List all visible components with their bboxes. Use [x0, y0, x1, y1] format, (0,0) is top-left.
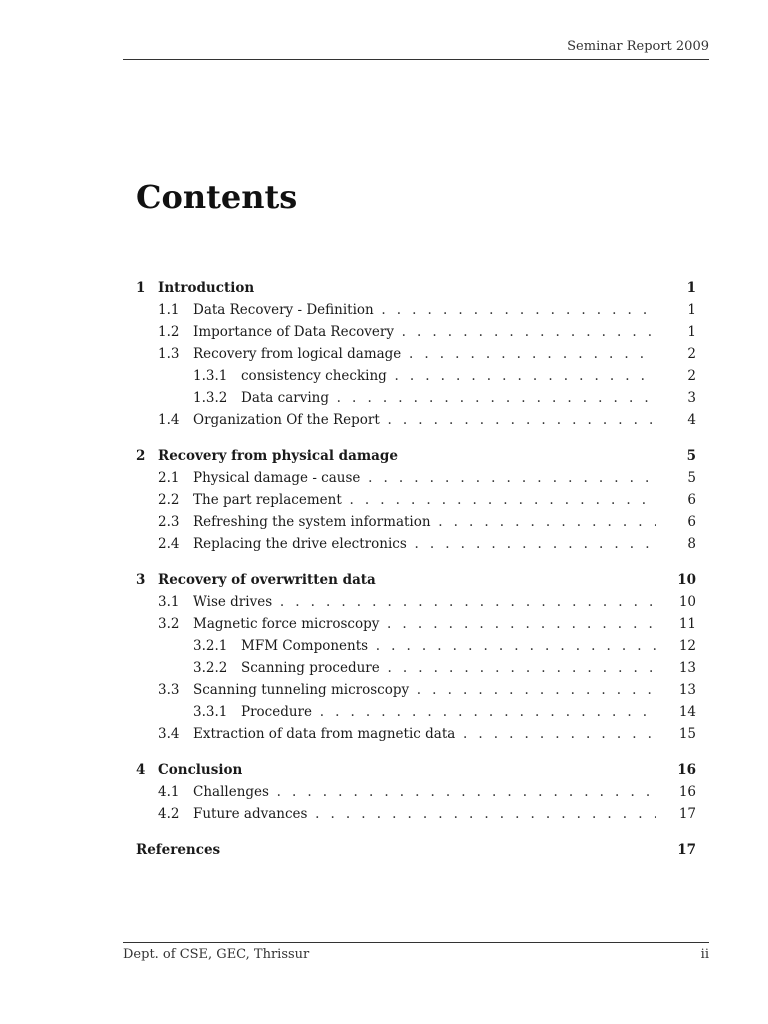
section-number: 1.1 — [158, 302, 180, 318]
subsection-title: Procedure . . . — [241, 701, 656, 723]
page-number: 13 — [678, 660, 696, 676]
chapter-number: 1 — [136, 280, 146, 296]
page-number: 10 — [677, 572, 696, 588]
page-header — [123, 38, 709, 60]
section-number: 4.1 — [158, 784, 180, 800]
header-text: Seminar Report 2009 — [567, 39, 709, 54]
section-title: Scanning tunneling microscopy . . . — [193, 679, 656, 701]
toc-chapter-3[interactable] — [136, 569, 696, 591]
section-title: Organization Of the Report . . . — [193, 409, 656, 431]
subsection-title: MFM Components . . . — [241, 635, 656, 657]
page-number: 17 — [677, 842, 696, 858]
page-number: 6 — [687, 514, 696, 530]
section-title: Extraction of data from magnetic data . . . — [193, 723, 656, 745]
footer-department: Dept. of CSE, GEC, Thrissur — [123, 947, 310, 962]
page-number: 3 — [687, 390, 696, 406]
section-title: Future advances . . . — [193, 803, 656, 825]
page-number: 16 — [677, 762, 696, 778]
subsection-title: Scanning procedure . . . — [241, 657, 656, 679]
section-title: Refreshing the system information . . . — [193, 511, 656, 533]
section-number: 2.4 — [158, 536, 180, 552]
subsection-number: 3.3.1 — [193, 704, 228, 720]
section-number: 1.2 — [158, 324, 180, 340]
section-title: Physical damage - cause . . . — [193, 467, 656, 489]
subsection-number: 1.3.2 — [193, 390, 228, 406]
toc-section-3-1[interactable] — [136, 591, 696, 613]
page-number: 5 — [686, 448, 696, 464]
references-title: References — [136, 842, 221, 858]
section-number: 1.3 — [158, 346, 180, 362]
toc-references[interactable] — [136, 839, 696, 861]
page-number: 1 — [686, 280, 696, 296]
toc-section-3-3[interactable] — [136, 679, 696, 701]
section-title: Challenges . . . — [193, 781, 656, 803]
section-title: Magnetic force microscopy . . . — [193, 613, 656, 635]
subsection-number: 1.3.1 — [193, 368, 228, 384]
chapter-number: 3 — [136, 572, 146, 588]
section-title: Importance of Data Recovery . . . — [193, 321, 656, 343]
toc-chapter-2[interactable] — [136, 445, 696, 467]
subsection-title: consistency checking . . . — [241, 365, 656, 387]
footer-page-number: ii — [700, 947, 709, 962]
chapter-number: 4 — [136, 762, 146, 778]
section-number: 2.1 — [158, 470, 180, 486]
section-number: 1.4 — [158, 412, 180, 428]
toc-section-1-1[interactable] — [136, 299, 696, 321]
page-number: 12 — [678, 638, 696, 654]
page-number: 14 — [678, 704, 696, 720]
toc-subsection-1-3-2[interactable] — [136, 387, 696, 409]
section-number: 2.2 — [158, 492, 180, 508]
page-number: 2 — [687, 368, 696, 384]
toc-subsection-3-2-1[interactable] — [136, 635, 696, 657]
chapter-number: 2 — [136, 448, 146, 464]
section-title: Recovery from logical damage . . . — [193, 343, 656, 365]
page-number: 13 — [678, 682, 696, 698]
toc-section-1-3[interactable] — [136, 343, 696, 365]
page-number: 2 — [687, 346, 696, 362]
page-number: 1 — [687, 324, 696, 340]
toc-section-4-1[interactable] — [136, 781, 696, 803]
toc-section-1-4[interactable] — [136, 409, 696, 431]
subsection-title: Data carving . . . — [241, 387, 656, 409]
toc-section-2-2[interactable] — [136, 489, 696, 511]
section-title: The part replacement . . . — [193, 489, 656, 511]
chapter-title: Introduction — [158, 280, 255, 296]
page-number: 11 — [678, 616, 696, 632]
toc-chapter-1[interactable] — [136, 277, 696, 299]
chapter-title: Recovery from physical damage — [158, 448, 398, 464]
section-number: 4.2 — [158, 806, 180, 822]
page-number: 8 — [687, 536, 696, 552]
toc-section-4-2[interactable] — [136, 803, 696, 825]
toc-section-3-4[interactable] — [136, 723, 696, 745]
toc-section-3-2[interactable] — [136, 613, 696, 635]
toc-section-2-4[interactable] — [136, 533, 696, 555]
toc-section-2-3[interactable] — [136, 511, 696, 533]
section-title: Data Recovery - Definition . . . — [193, 299, 656, 321]
page-number: 4 — [687, 412, 696, 428]
page-number: 6 — [687, 492, 696, 508]
section-title: Wise drives . . . — [193, 591, 656, 613]
page-number: 10 — [678, 594, 696, 610]
page-number: 5 — [687, 470, 696, 486]
page-number: 1 — [687, 302, 696, 318]
page-number: 17 — [678, 806, 696, 822]
page-number: 16 — [678, 784, 696, 800]
section-number: 3.3 — [158, 682, 180, 698]
subsection-number: 3.2.2 — [193, 660, 228, 676]
page-footer — [123, 942, 709, 962]
toc-subsection-3-2-2[interactable] — [136, 657, 696, 679]
table-of-contents — [136, 277, 696, 861]
chapter-title: Conclusion — [158, 762, 243, 778]
page-title: Contents — [136, 178, 298, 216]
toc-section-1-2[interactable] — [136, 321, 696, 343]
toc-chapter-4[interactable] — [136, 759, 696, 781]
section-number: 2.3 — [158, 514, 180, 530]
section-title: Replacing the drive electronics . . . — [193, 533, 656, 555]
toc-subsection-3-3-1[interactable] — [136, 701, 696, 723]
section-number: 3.2 — [158, 616, 180, 632]
toc-subsection-1-3-1[interactable] — [136, 365, 696, 387]
subsection-number: 3.2.1 — [193, 638, 228, 654]
page-number: 15 — [678, 726, 696, 742]
section-number: 3.1 — [158, 594, 180, 610]
toc-section-2-1[interactable] — [136, 467, 696, 489]
section-number: 3.4 — [158, 726, 180, 742]
chapter-title: Recovery of overwritten data — [158, 572, 376, 588]
